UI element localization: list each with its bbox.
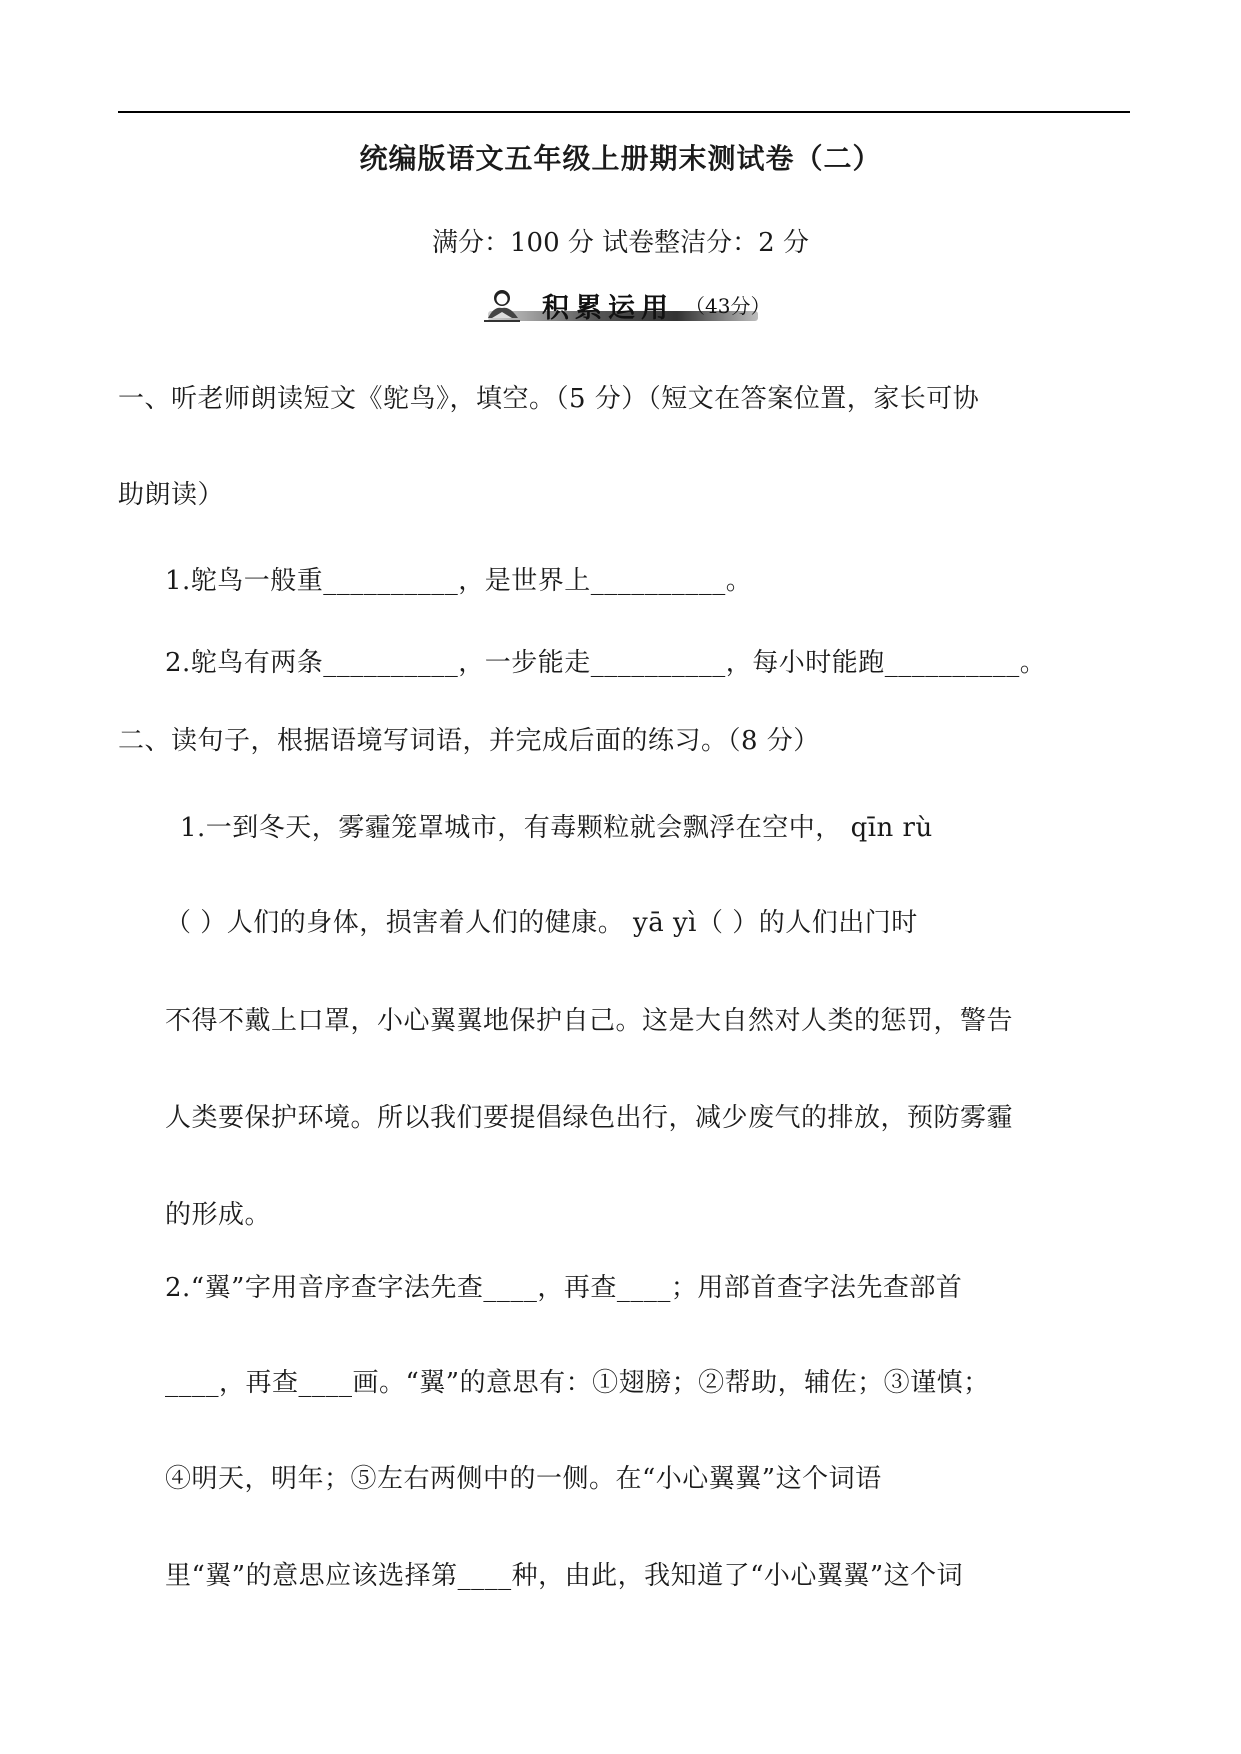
q1-item-1: 1.鸵鸟一般重__________，是世界上__________。 xyxy=(165,566,753,596)
q2-p1-line4: 人类要保护环境。所以我们要提倡绿色出行，减少废气的排放，预防雾霾 xyxy=(165,1103,1014,1133)
q2-p2-line3: ④明天，明年；⑤左右两侧中的一侧。在“小心翼翼”这个词语 xyxy=(165,1464,882,1494)
q2-p1-line2: （ ）人们的身体，损害着人们的健康。 yā yì（ ）的人们出门时 xyxy=(165,908,918,938)
q1-heading-line1: 一、听老师朗读短文《鸵鸟》，填空。（5 分）（短文在答案位置，家长可协 xyxy=(118,384,980,414)
q2-p2-line4: 里“翼”的意思应该选择第____种，由此，我知道了“小心翼翼”这个词 xyxy=(165,1561,964,1591)
q2-p1-line5: 的形成。 xyxy=(165,1200,272,1230)
q2-p1-line3: 不得不戴上口罩，小心翼翼地保护自己。这是大自然对人类的惩罚，警告 xyxy=(165,1006,1014,1036)
reading-child-icon xyxy=(480,288,524,324)
q2-p1-line1: 1.一到冬天，雾霾笼罩城市，有毒颗粒就会飘浮在空中， qīn rù xyxy=(180,813,933,843)
header-rule xyxy=(118,111,1130,113)
section-banner xyxy=(480,286,771,326)
q1-item-2: 2.鸵鸟有两条__________，一步能走__________，每小时能跑__________。 xyxy=(165,648,1047,678)
score-info: 满分：100 分 试卷整洁分：2 分 xyxy=(432,228,809,258)
q2-p2-line1: 2.“翼”字用音序查字法先查____，再查____；用部首查字法先查部首 xyxy=(165,1273,963,1303)
section-name: 积累运用 xyxy=(542,293,674,324)
q2-heading: 二、读句子，根据语境写词语，并完成后面的练习。（8 分） xyxy=(118,726,820,756)
q2-p2-line2: ____，再查____画。“翼”的意思有：①翅膀；②帮助，辅佐；③谨慎； xyxy=(165,1368,990,1398)
page-title: 统编版语文五年级上册期末测试卷（二） xyxy=(359,142,882,175)
section-score: （43分） xyxy=(685,294,771,318)
q1-heading-line2: 助朗读） xyxy=(118,480,225,510)
